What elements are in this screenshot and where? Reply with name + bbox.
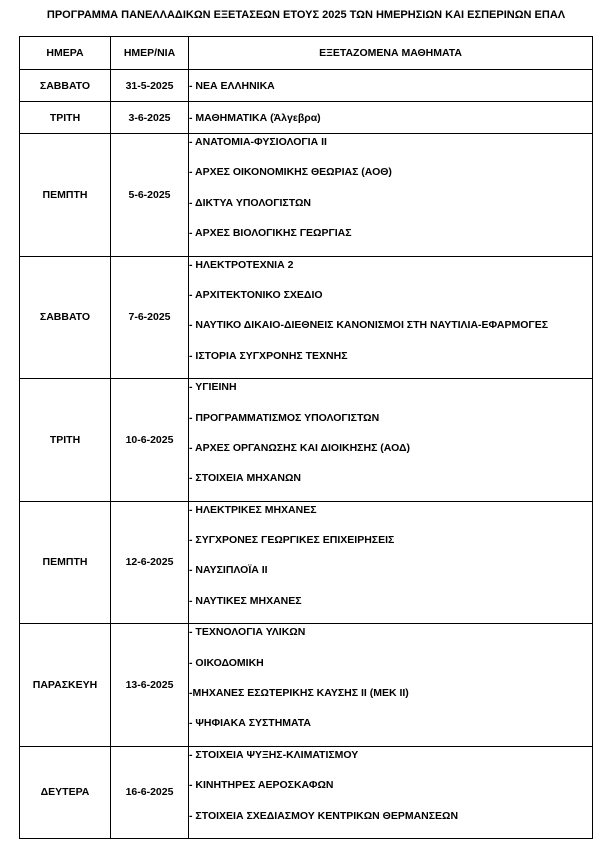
subject-item: - ΝΑΥΤΙΚΕΣ ΜΗΧΑΝΕΣ	[189, 594, 302, 607]
subject-item: - ΟΙΚΟΔΟΜΙΚΗ	[189, 656, 264, 669]
document-title: ΠΡΟΓΡΑΜΜΑ ΠΑΝΕΛΛΑΔΙΚΩΝ ΕΞΕΤΑΣΕΩΝ ΕΤΟΥΣ 2025 ΤΩΝ ΗΜΕΡΗΣΙΩΝ ΚΑΙ ΕΣΠΕΡΙΝΩΝ ΕΠΑΛ	[46, 9, 566, 21]
subject-item: - ΗΛΕΚΤΡΙΚΕΣ ΜΗΧΑΝΕΣ	[189, 503, 317, 516]
header-day: ΗΜΕΡΑ	[20, 37, 111, 70]
exam-subjects	[189, 70, 593, 102]
exam-subjects	[189, 501, 593, 624]
table-body	[20, 70, 593, 839]
exam-subjects	[189, 102, 593, 134]
subject-item: - ΨΗΦΙΑΚΑ ΣΥΣΤΗΜΑΤΑ	[189, 717, 311, 730]
subject-item: - ΣΤΟΙΧΕΙΑ ΣΧΕΔΙΑΣΜΟΥ ΚΕΝΤΡΙΚΩΝ ΘΕΡΜΑΝΣΕΩΝ	[189, 809, 459, 822]
exam-date: 10-6-2025	[111, 379, 189, 502]
table-row	[20, 624, 593, 747]
exam-day: ΤΡΙΤΗ	[20, 102, 111, 134]
exam-subjects	[189, 624, 593, 747]
exam-date: 16-6-2025	[111, 746, 189, 838]
subject-item: - ΝΑΥΤΙΚΟ ΔΙΚΑΙΟ-ΔΙΕΘΝΕΙΣ ΚΑΝΟΝΙΣΜΟΙ ΣΤΗ ΝΑΥΤΙΛΙΑ-ΕΦΑΡΜΟΓΕΣ	[189, 319, 549, 332]
subject-item: - ΥΓΙΕΙΝΗ	[189, 381, 237, 394]
subject-item: - ΔΙΚΤΥΑ ΥΠΟΛΟΓΙΣΤΩΝ	[189, 196, 311, 209]
subject-item: - ΑΡΧΕΣ ΟΡΓΑΝΩΣΗΣ ΚΑΙ ΔΙΟΙΚΗΣΗΣ (ΑΟΔ)	[189, 441, 411, 454]
subject-item: - ΑΝΑΤΟΜΙΑ-ΦΥΣΙΟΛΟΓΙΑ ΙΙ	[189, 136, 327, 148]
subject-item: - ΑΡΧΕΣ ΒΙΟΛΟΓΙΚΗΣ ΓΕΩΡΓΙΑΣ	[189, 227, 352, 240]
table-row	[20, 746, 593, 838]
subject-item: - ΗΛΕΚΤΡΟΤΕΧΝΙΑ 2	[189, 258, 294, 271]
exam-day: ΔΕΥΤΕΡΑ	[20, 746, 111, 838]
table-row	[20, 256, 593, 379]
table-row	[20, 501, 593, 624]
exam-date: 5-6-2025	[111, 134, 189, 257]
exam-subjects	[189, 256, 593, 379]
subject-item: - ΣΤΟΙΧΕΙΑ ΜΗΧΑΝΩΝ	[189, 472, 301, 485]
exam-date: 7-6-2025	[111, 256, 189, 379]
exam-date: 12-6-2025	[111, 501, 189, 624]
subject-item: - ΝΕΑ ΕΛΛΗΝΙΚΑ	[189, 79, 275, 92]
subject-item: - ΣΥΓΧΡΟΝΕΣ ΓΕΩΡΓΙΚΕΣ ΕΠΙΧΕΙΡΗΣΕΙΣ	[189, 534, 395, 547]
header-date: ΗΜΕΡ/ΝΙΑ	[111, 37, 189, 70]
exam-day: ΠΕΜΠΤΗ	[20, 134, 111, 257]
exam-date: 31-5-2025	[111, 70, 189, 102]
exam-date: 3-6-2025	[111, 102, 189, 134]
subject-item: - ΑΡΧΙΤΕΚΤΟΝΙΚΟ ΣΧΕΔΙΟ	[189, 288, 323, 301]
table-row	[20, 102, 593, 134]
exam-day: ΣΑΒΒΑΤΟ	[20, 70, 111, 102]
subject-item: - ΠΡΟΓΡΑΜΜΑΤΙΣΜΟΣ ΥΠΟΛΟΓΙΣΤΩΝ	[189, 411, 380, 424]
exam-day: ΣΑΒΒΑΤΟ	[20, 256, 111, 379]
exam-schedule-table	[19, 36, 593, 839]
subject-item: - ΜΑΘΗΜΑΤΙΚΑ (Άλγεβρα)	[189, 111, 321, 124]
subject-item: -ΜΗΧΑΝΕΣ ΕΣΩΤΕΡΙΚΗΣ ΚΑΥΣΗΣ ΙΙ (ΜΕΚ ΙΙ)	[189, 687, 409, 700]
subject-item: - ΙΣΤΟΡΙΑ ΣΥΓΧΡΟΝΗΣ ΤΕΧΝΗΣ	[189, 349, 348, 362]
exam-day: ΠΕΜΠΤΗ	[20, 501, 111, 624]
table-row	[20, 379, 593, 502]
exam-day: ΤΡΙΤΗ	[20, 379, 111, 502]
subject-item: - ΣΤΟΙΧΕΙΑ ΨΥΞΗΣ-ΚΛΙΜΑΤΙΣΜΟΥ	[189, 748, 359, 761]
exam-day: ΠΑΡΑΣΚΕΥΗ	[20, 624, 111, 747]
table-header-row	[20, 37, 593, 70]
exam-subjects	[189, 134, 593, 257]
subject-item: - ΑΡΧΕΣ ΟΙΚΟΝΟΜΙΚΗΣ ΘΕΩΡΙΑΣ (ΑΟΘ)	[189, 166, 392, 179]
table-row	[20, 134, 593, 257]
exam-date: 13-6-2025	[111, 624, 189, 747]
subject-item: - ΤΕΧΝΟΛΟΓΙΑ ΥΛΙΚΩΝ	[189, 626, 306, 639]
exam-subjects	[189, 379, 593, 502]
exam-subjects	[189, 746, 593, 838]
subject-item: - ΚΙΝΗΤΗΡΕΣ ΑΕΡΟΣΚΑΦΩΝ	[189, 779, 334, 792]
table-row	[20, 70, 593, 102]
subject-item: - ΝΑΥΣΙΠΛΟΪΑ ΙΙ	[189, 564, 268, 577]
header-subjects: ΕΞΕΤΑΖΟΜΕΝΑ ΜΑΘΗΜΑΤΑ	[189, 37, 593, 70]
